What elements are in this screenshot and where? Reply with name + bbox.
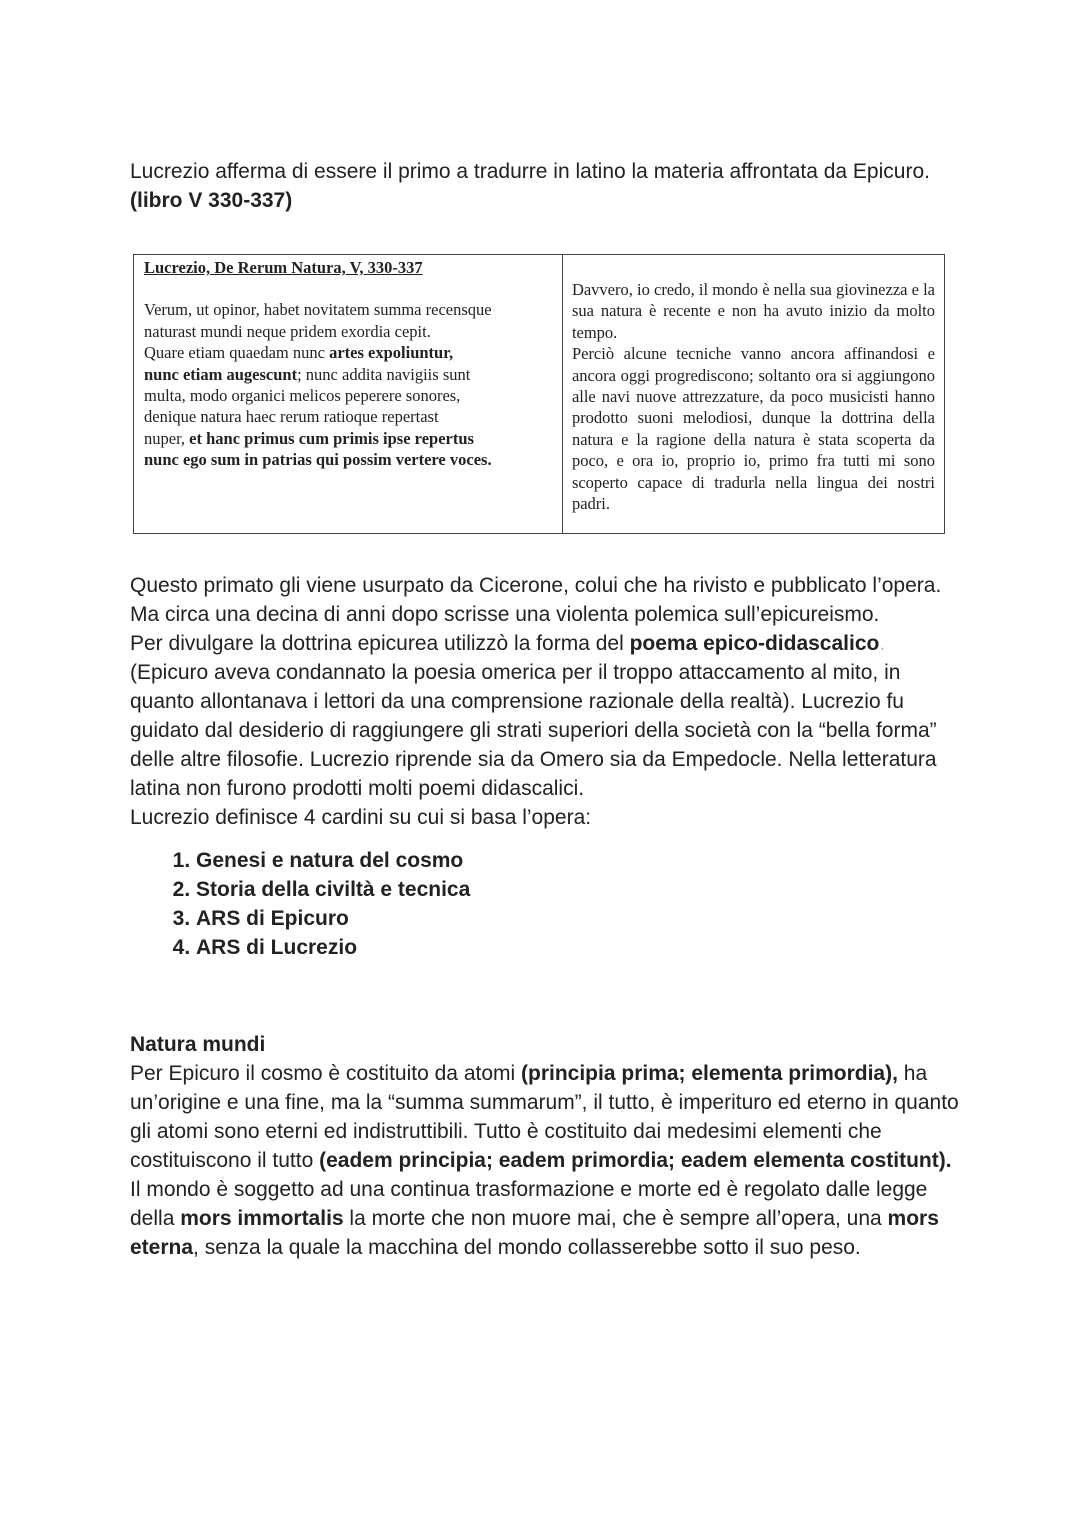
latin-bold: nunc etiam augescunt	[144, 364, 298, 384]
body-bold: mors eterna	[130, 1207, 939, 1259]
latin-text: nuper,	[144, 428, 190, 448]
form-paragraph	[130, 629, 960, 658]
latin-line: naturast mundi neque pridem exordia cepit.	[144, 321, 431, 341]
body-text: Per Epicuro il cosmo è costituito da atomi	[130, 1062, 522, 1085]
latin-line: denique natura haec rerum ratioque repertast	[144, 407, 439, 427]
natura-mundi-paragraph	[130, 1059, 960, 1262]
body-text: , senza la quale la macchina del mondo collasserebbe sotto il suo peso.	[193, 1236, 861, 1259]
body-text: Il mondo è soggetto ad una continua trasformazione e morte ed è regolato dalle legge della	[130, 1178, 928, 1230]
list-item: 4. ARS di Lucrezio	[196, 933, 960, 962]
form-dot: .	[879, 632, 886, 655]
latin-text: ; nunc addita navigiis sunt	[297, 364, 471, 384]
latin-line	[144, 428, 552, 449]
translation-paragraph: Perciò alcune tecniche vanno ancora affinandosi e ancora oggi progrediscono; soltanto ora si aggiungono alle navi nuove attrezzature, da poco musicisti hanno prodotto suoni melodiosi, dunque la dottrina della natura e la ragione della natura è stata scoperta da poco, e ora io, proprio io, primo fra tutti mi sono scoperto capace di tradurla nella lingua dei nostri padri.	[571, 344, 935, 514]
latin-column	[134, 255, 563, 533]
intro-block	[130, 157, 960, 215]
body-bold: mors immortalis	[180, 1207, 344, 1230]
latin-text: Quare etiam quaedam nunc	[144, 343, 330, 363]
body-text: la morte che non muore mai, che è sempre all’opera, una	[343, 1207, 888, 1230]
latin-bold: et hanc primus cum primis ipse repertus	[189, 428, 474, 448]
body-text: ha un’origine e una fine, ma la “summa summarum”, il tutto, è imperituro ed eterno in quanto gli atomi sono eterni ed indistruttibili. Tutto è costituito dai medesimi elementi che costituiscono il tutto	[130, 1062, 959, 1172]
cardini-list	[130, 846, 960, 962]
body-bold: (eadem principia; eadem primordia; eadem elementa costitunt).	[319, 1149, 952, 1172]
latin-line	[144, 342, 552, 363]
latin-line: Verum, ut opinor, habet novitatem summa recensque	[144, 300, 492, 320]
primacy-paragraph: Questo primato gli viene usurpato da Cicerone, colui che ha rivisto e pubblicato l’opera. Ma circa una decina di anni dopo scrisse una violenta polemica sull’epicureismo.	[130, 574, 942, 626]
context-section	[130, 571, 960, 962]
form-bold: poema epico-didascalico	[629, 632, 880, 655]
intro-reference: (libro V 330-337)	[130, 189, 293, 212]
translation-paragraph: Davvero, io credo, il mondo è nella sua giovinezza e la sua natura è recente e non ha avuto inizio da molto tempo.	[571, 280, 935, 342]
table-title: Lucrezio, De Rerum Natura, V, 330-337	[144, 258, 423, 277]
body-bold: (principia prima; elementa primordia),	[521, 1062, 898, 1085]
section-heading: Natura mundi	[130, 1033, 266, 1056]
latin-line	[144, 364, 552, 385]
intro-paragraph	[130, 157, 960, 215]
latin-line: nunc ego sum in patrias qui possim vertere voces.	[144, 450, 492, 470]
latin-bold: artes expoliuntur,	[329, 343, 454, 363]
natura-mundi-section	[130, 1030, 960, 1262]
form-text: Per divulgare la dottrina epicurea utilizzò la forma del	[130, 632, 630, 655]
translation-column	[563, 255, 944, 533]
list-item: 2. Storia della civiltà e tecnica	[196, 875, 960, 904]
list-item: 3. ARS di Epicuro	[196, 904, 960, 933]
epicurus-paragraph: (Epicuro aveva condannato la poesia omerica per il troppo attaccamento al mito, in quanto allontanava i lettori da una comprensione razionale della realtà). Lucrezio fu guidato dal desiderio di raggiungere gli strati superiori della società con la “bella forma” delle altre filosofie. Lucrezio riprende sia da Omero sia da Empedocle. Nella letteratura latina non furono prodotti molti poemi didascalici.	[130, 661, 937, 800]
latin-line: multa, modo organici melicos peperere sonores,	[144, 386, 461, 406]
cardini-intro: Lucrezio definisce 4 cardini su cui si basa l’opera:	[130, 806, 592, 829]
quote-table	[133, 254, 945, 534]
list-item: 1. Genesi e natura del cosmo	[196, 846, 960, 875]
intro-text: Lucrezio afferma di essere il primo a tradurre in latino la materia affrontata da Epicuro.	[130, 160, 930, 183]
